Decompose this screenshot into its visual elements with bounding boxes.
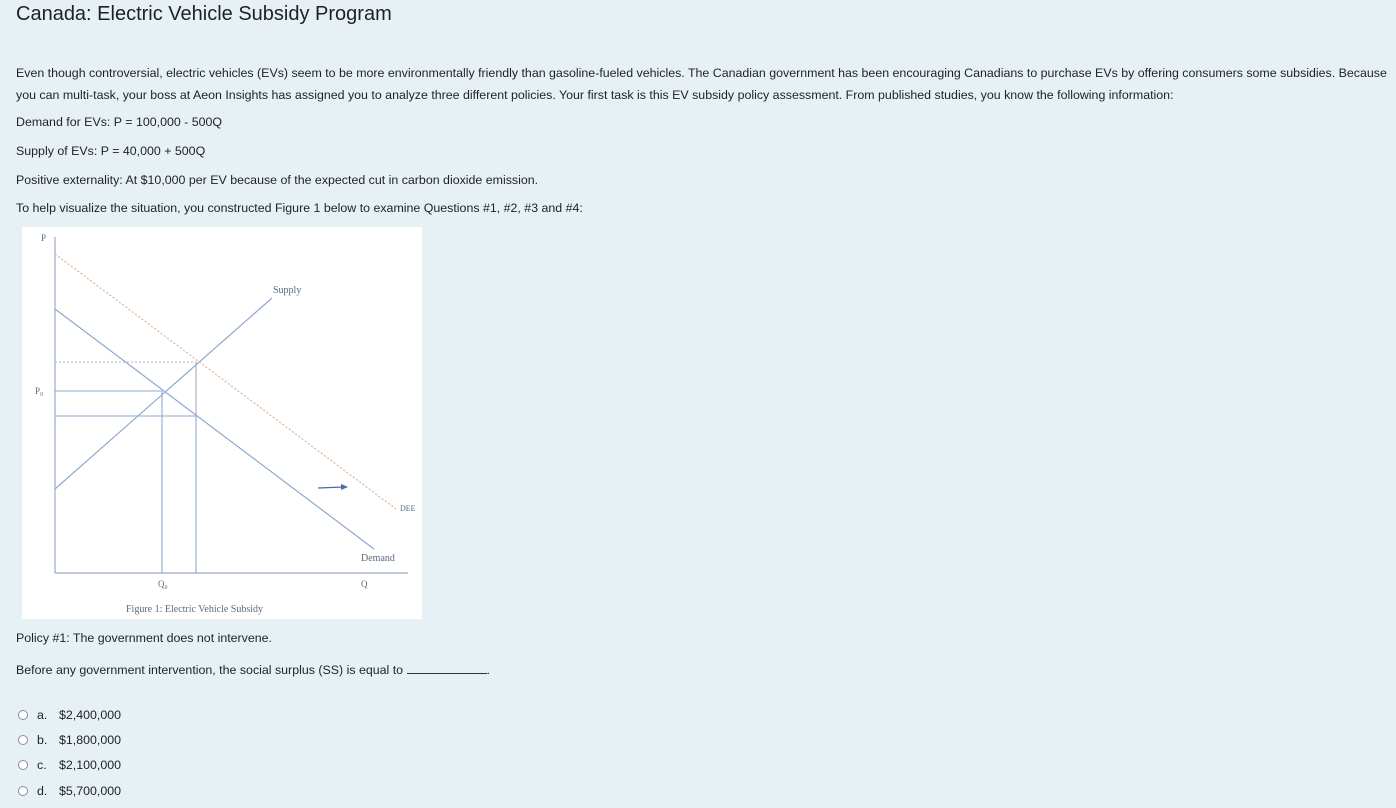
supply-equation: Supply of EVs: P = 40,000 + 500Q [16,144,206,158]
supply-label: Supply [273,285,302,296]
arrow-head-icon [341,484,348,490]
q0-label: Q₀ [158,579,168,589]
intro-paragraph: Even though controversial, electric vehicles (EVs) seem to be more environmentally friendly than gasoline-fueled vehicles. The Canadian government has been encouraging Canadians to purchase EVs by offering consumers some subsidies. Because you can multi-task, your boss at Aeon Insights has assigned you to analyze three different policies. Your first task is this EV subsidy policy assessment. From published studies, you know the following information: [16,66,1387,102]
shift-arrow [318,487,344,488]
visualize-text: To help visualize the situation, you constructed Figure 1 below to examine Questions #1, #2, #3 and #4: [16,201,583,215]
option-c[interactable]: c. $2,100,000 [18,753,121,778]
option-a[interactable]: a. $2,400,000 [18,702,121,727]
answer-options [18,702,121,803]
demand-curve [55,309,374,549]
page-title: Canada: Electric Vehicle Subsidy Program [16,3,392,25]
radio-a[interactable] [18,710,28,720]
q-axis-label: Q [361,579,368,589]
answer-blank [407,661,487,674]
option-b[interactable]: b. $1,800,000 [18,727,121,752]
demand-label: Demand [361,553,395,564]
externality-text: Positive externality: At $10,000 per EV because of the expected cut in carbon dioxide emission. [16,173,539,187]
question-text: Before any government intervention, the social surplus (SS) is equal to . [16,663,490,677]
figure-1 [22,227,422,619]
option-d[interactable]: d. $5,700,000 [18,778,121,803]
figure-diagram [22,227,422,619]
dee-label: DEE [400,504,416,513]
p-axis-label: P [41,233,47,243]
supply-curve [55,298,272,489]
demand-equation: Demand for EVs: P = 100,000 - 500Q [16,115,223,129]
radio-b[interactable] [18,735,28,745]
dee-curve [55,254,396,509]
radio-c[interactable] [18,760,28,770]
policy-text: Policy #1: The government does not intervene. [16,631,272,645]
p0-label: P₀ [35,386,44,396]
figure-caption: Figure 1: Electric Vehicle Subsidy [126,604,264,615]
radio-d[interactable] [18,786,28,796]
